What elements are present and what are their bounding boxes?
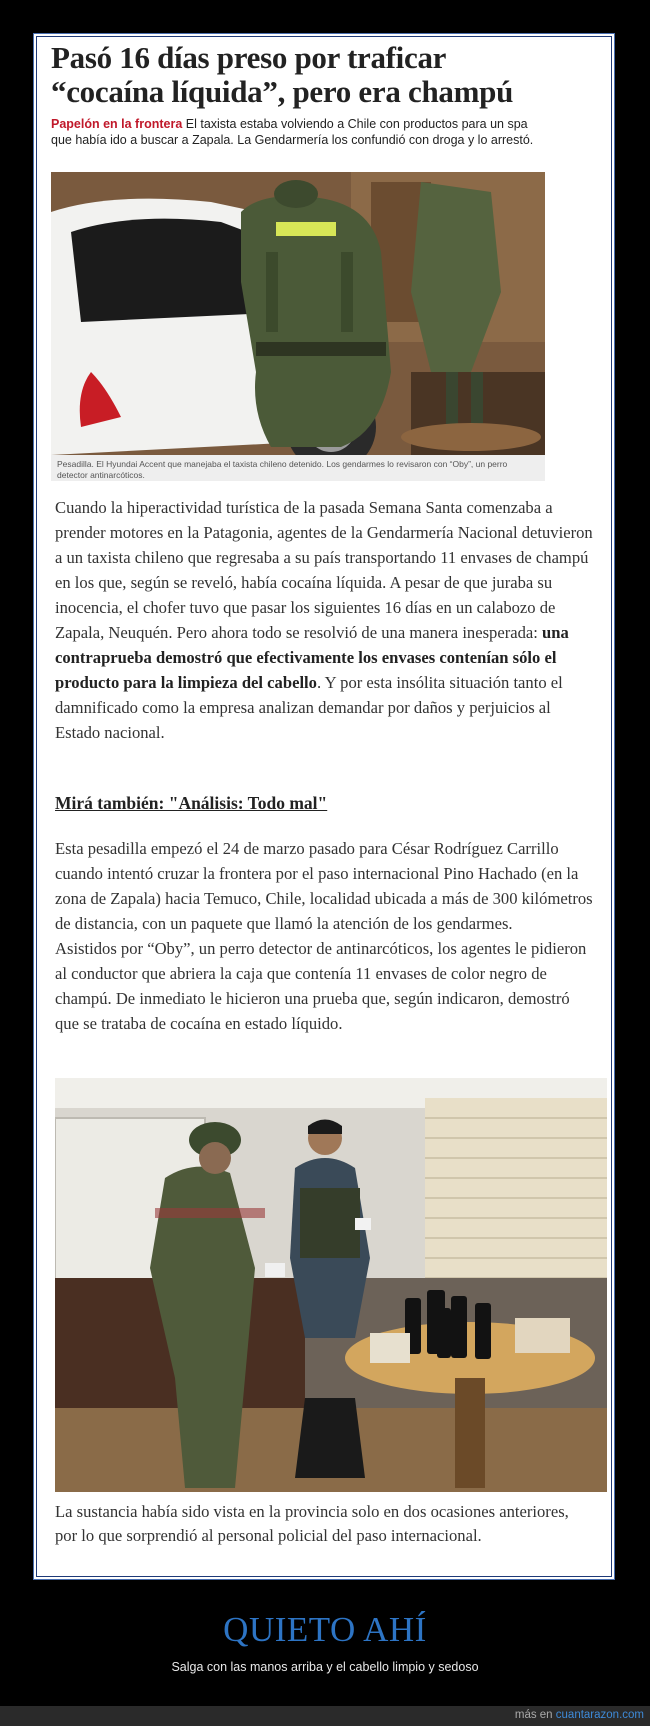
paragraph-3: Asistidos por “Oby”, un perro detector de antinarcóticos, los agentes le pidieron al conductor que abriera la caja que contenía 11 envases de color negro de champú. De inmediato le hicieron una prueba que, según indicaron, demostró que se trataba de cocaína en estado líquido. [55, 939, 587, 1033]
see-also-link[interactable]: Mirá también: "Análisis: Todo mal" [55, 793, 328, 813]
more-prefix: más en [514, 1709, 556, 1721]
paragraph-1 [55, 495, 595, 745]
article-clipping [36, 36, 612, 1577]
paragraph-4 [55, 1500, 575, 1548]
more-link [515, 1709, 644, 1721]
headline-line-2: “cocaína líquida”, pero era champú [51, 74, 514, 109]
paragraphs-2-3 [55, 836, 595, 1036]
site-link[interactable]: cuantarazon.com [555, 1709, 644, 1721]
photo-car-search [51, 172, 545, 455]
photo-caption: Pesadilla. El Hyundai Accent que manejaba el taxista chileno detenido. Los gendarmes lo revisaron con “Oby”, un perro detector antinarcóticos. [51, 455, 545, 481]
footer-bar [0, 1706, 650, 1726]
photo-agents-room [55, 1078, 607, 1492]
headline [51, 41, 601, 109]
paragraph-1-bold: una contraprueba demostró que efectivamente los envases contenían sólo el producto para la limpieza del cabello [55, 623, 569, 692]
post-subtitle: Salga con las manos arriba y el cabello limpio y sedoso [171, 1660, 479, 1674]
meme-frame [33, 33, 615, 1580]
paragraph-2: Esta pesadilla empezó el 24 de marzo pasado para César Rodríguez Carrillo cuando intentó cruzar la frontera por el paso internacional Pino Hachado (en la zona de Zapala) hacia Temuco, Chile, localidad ubicada a más de 300 kilómetros de distancia, con un paquete que llamó la atención de los gendarmes. [55, 839, 593, 933]
paragraph-1-end: . Y por esta insólita situación tanto el damnificado como la empresa analizan demandar por daños y perjuicios al Estado nacional. [55, 673, 563, 742]
headline-line-1: Pasó 16 días preso por traficar [51, 40, 447, 75]
kicker: Papelón en la frontera [51, 117, 183, 131]
lead-text: El taxista estaba volviendo a Chile con productos para un spa que había ido a buscar a Zapala. La Gendarmería los confundió con droga y lo arrestó. [51, 117, 534, 147]
paragraph-1-text: Cuando la hiperactividad turística de la pasada Semana Santa comenzaba a prender motores en la Patagonia, agentes de la Gendarmería Nacional detuvieron a un taxista chileno que regresaba a su país transportando 11 envases de champú en los que, según se reveló, había cocaína líquida. A pesar de que juraba su inocencia, el chofer tuvo que pasar los siguientes 16 días en un calabozo de Zapala, Neuquén. Pero ahora todo se resolvió de una manera inesperada: [55, 498, 593, 642]
post-title: QUIETO AHÍ [223, 1610, 427, 1649]
paragraph-4-text: La sustancia había sido vista en la provincia solo en dos ocasiones anteriores, por lo que sorprendió al personal policial del paso internacional. [55, 1502, 569, 1545]
lead-paragraph [51, 116, 551, 148]
